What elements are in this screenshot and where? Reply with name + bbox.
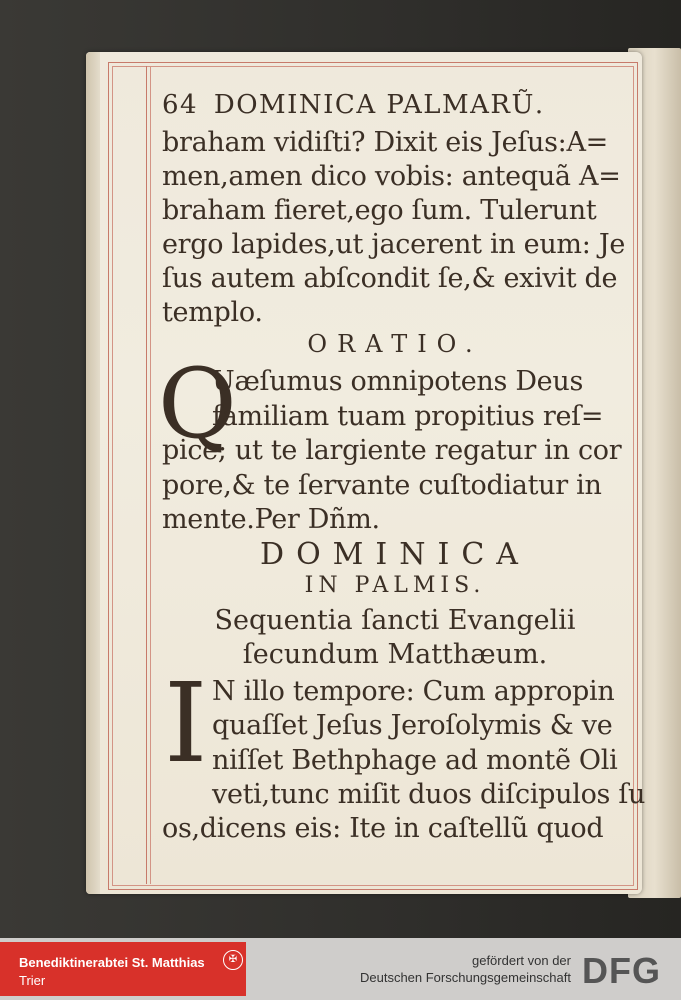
text-line: os,dicens eis: Ite in caſtellũ quod	[162, 813, 604, 844]
text-line: braham fieret,ego ſum. Tulerunt	[162, 195, 597, 226]
running-head-title: DOMINICA PALMARŨ.	[213, 90, 545, 120]
abbey-seal-icon: ✠	[223, 950, 243, 970]
dfg-logo[interactable]: DFG	[582, 950, 661, 991]
institution-city: Trier	[19, 973, 46, 988]
page-gutter-shadow	[86, 52, 100, 894]
text-line: niſſet Bethphage ad montẽ Oli	[212, 745, 618, 776]
margin-rule-inner	[150, 66, 151, 884]
in-palmis-heading: IN PALMIS.	[304, 573, 486, 598]
text-line: pore,& te ſervante cuſtodiatur in	[162, 470, 602, 501]
funder-text	[360, 952, 571, 986]
text-line: men,amen dico vobis: antequã A=	[162, 161, 621, 192]
funder-line2: Deutschen Forschungsgemeinschaft	[359, 970, 571, 985]
text-line: Uæſumus omnipotens Deus	[212, 366, 583, 397]
oratio-heading: ORATIO.	[307, 330, 483, 358]
text-line: N illo tempore: Cum appropin	[212, 676, 615, 707]
text-line: familiam tuam propitius reſ=	[212, 401, 604, 432]
running-head	[162, 88, 622, 122]
text-line: ſus autem abſcondit ſe,& exivit de	[162, 263, 618, 294]
dropcap-q: Q	[158, 348, 237, 460]
text-line: ergo lapides,ut jacerent in eum: Je	[162, 229, 626, 260]
sequentia-line: Sequentia ſancti Evangelii	[214, 605, 576, 636]
secundum-line: ſecundum Matthæum.	[242, 639, 548, 670]
text-line: templo.	[162, 297, 263, 328]
dropcap-i: I	[164, 659, 208, 787]
institution-logo[interactable]	[0, 942, 246, 996]
institution-name: Benediktinerabtei St. Matthias	[19, 955, 205, 970]
text-line: pice; ut te largiente regatur in cor	[162, 435, 622, 466]
text-line: mente.Per Dñm.	[162, 504, 380, 535]
text-line: veti,tunc miſit duos diſcipulos ſu	[212, 779, 646, 810]
margin-rule	[146, 66, 147, 884]
page-number: 64	[162, 90, 199, 120]
text-line: braham vidiſti? Dixit eis Jeſus:A=	[162, 127, 608, 158]
text-line: quaſſet Jeſus Jeroſolymis & ve	[212, 710, 613, 741]
dominica-heading: DOMINICA	[260, 537, 530, 572]
funder-line1: gefördert von der	[471, 953, 571, 968]
